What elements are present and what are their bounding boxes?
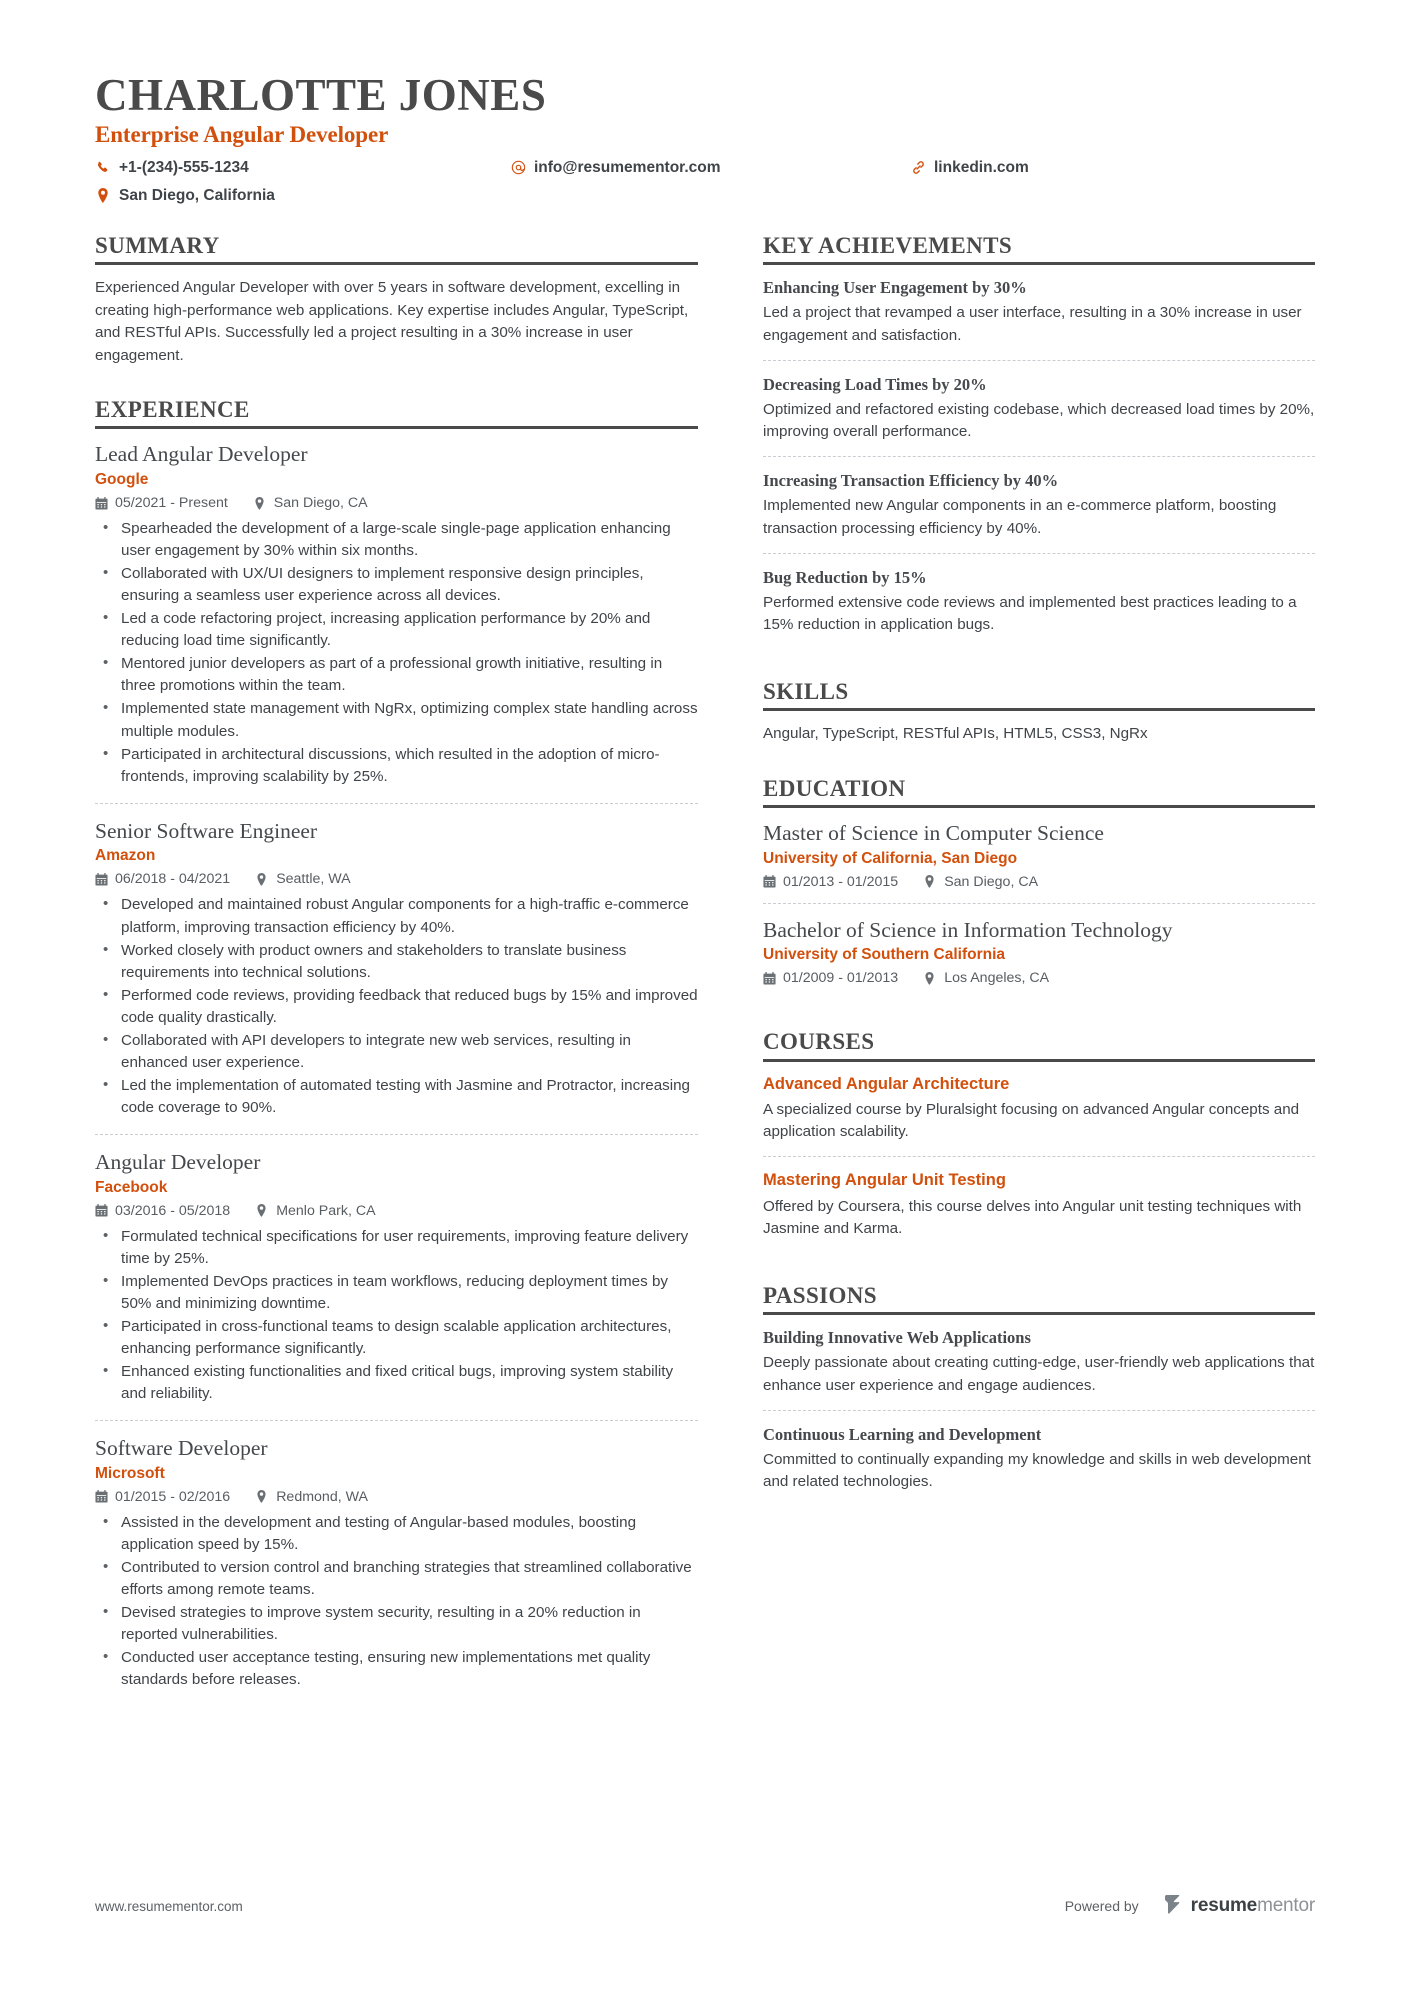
right-column xyxy=(763,233,1315,1706)
job-bullet: • Developed and maintained robust Angular components for a high-traffic e-commerce platform, improving transaction efficiency by 40%. xyxy=(95,894,698,938)
job-location-text: Menlo Park, CA xyxy=(276,1202,376,1219)
job-role: Lead Angular Developer xyxy=(95,442,308,467)
job-location xyxy=(256,871,350,887)
location-icon xyxy=(924,875,937,888)
candidate-name: CHARLOTTE JONES xyxy=(95,70,547,120)
contact-email-text: info@resumementor.com xyxy=(534,159,721,177)
job-bullet: • Mentored junior developers as part of a professional growth initiative, resulting in three promotions within the team. xyxy=(95,653,698,697)
location-icon xyxy=(254,497,267,510)
course-title: Mastering Angular Unit Testing xyxy=(763,1171,1006,1190)
course-text: A specialized course by Pluralsight focusing on advanced Angular concepts and application scalability. xyxy=(763,1101,1300,1141)
course-item xyxy=(763,1156,1315,1253)
education-location-text: Los Angeles, CA xyxy=(944,970,1050,987)
resume-header xyxy=(95,72,1315,207)
job-bullet: • Collaborated with UX/UI designers to implement responsive design principles, ensuring a seamless user experience across all devices. xyxy=(95,563,698,607)
contact-email[interactable] xyxy=(510,156,910,179)
job-bullet: • Worked closely with product owners and stakeholders to translate business requirements into technical solutions. xyxy=(95,940,698,984)
location-icon xyxy=(256,1490,269,1503)
resume-body xyxy=(95,233,1315,1706)
achievement-text: Optimized and refactored existing codebase, which decreased load times by 20%, improving overall performance. xyxy=(763,400,1315,441)
job-dates xyxy=(95,495,228,511)
course-title: Advanced Angular Architecture xyxy=(763,1074,1010,1093)
education-dates xyxy=(763,874,898,890)
achievement-title: Bug Reduction by 15% xyxy=(763,567,927,587)
passion-item xyxy=(763,1327,1315,1410)
calendar-icon xyxy=(763,972,776,985)
education-dates-text: 01/2009 - 01/2013 xyxy=(783,970,899,987)
candidate-job-title: Enterprise Angular Developer xyxy=(95,122,389,148)
job-bullet: • Conducted user acceptance testing, ensuring new implementations met quality standards before releases. xyxy=(95,1647,698,1691)
job-bullet: • Formulated technical specifications for user requirements, improving feature delivery time by 25%. xyxy=(95,1226,698,1270)
experience-entry xyxy=(95,441,698,802)
job-location xyxy=(256,1489,368,1505)
education-meta xyxy=(763,970,1315,986)
section-skills xyxy=(763,679,1315,746)
achievement-item xyxy=(763,360,1315,457)
section-key-achievements xyxy=(763,233,1315,649)
section-title-skills: SKILLS xyxy=(763,679,1315,711)
education-location xyxy=(924,970,1049,986)
job-dates-text: 01/2015 - 02/2016 xyxy=(115,1488,231,1505)
link-icon xyxy=(910,160,926,175)
job-dates xyxy=(95,1203,230,1219)
contact-info xyxy=(95,156,1315,207)
section-title-courses: COURSES xyxy=(763,1029,1315,1061)
education-entry xyxy=(763,820,1315,903)
job-meta xyxy=(95,495,698,511)
job-bullet: • Participated in cross-functional teams to design scalable application architectures, enhancing performance significantly. xyxy=(95,1316,698,1360)
job-bullet: • Led the implementation of automated testing with Jasmine and Protractor, increasing code coverage to 90%. xyxy=(95,1075,698,1119)
job-bullets xyxy=(95,518,698,787)
job-company: Facebook xyxy=(95,1178,168,1196)
education-entry xyxy=(763,903,1315,1000)
job-company: Microsoft xyxy=(95,1464,165,1482)
education-location-text: San Diego, CA xyxy=(944,873,1039,890)
job-bullet: • Collaborated with API developers to integrate new web services, resulting in enhanced user experience. xyxy=(95,1030,698,1074)
contact-location-text: San Diego, California xyxy=(119,186,275,204)
job-bullet: • Performed code reviews, providing feedback that reduced bugs by 15% and improved code quality drastically. xyxy=(95,985,698,1029)
education-dates xyxy=(763,970,898,986)
section-title-passions: PASSIONS xyxy=(763,1283,1315,1315)
job-meta xyxy=(95,871,698,887)
job-dates xyxy=(95,1489,230,1505)
achievement-text: Performed extensive code reviews and implemented best practices leading to a 15% reduction in application bugs. xyxy=(763,593,1297,634)
footer-website-url[interactable]: www.resumementor.com xyxy=(95,1898,243,1914)
experience-entry xyxy=(95,1420,698,1706)
job-bullet: • Contributed to version control and branching strategies that streamlined collaborative efforts among remote teams. xyxy=(95,1557,698,1601)
job-dates-text: 03/2016 - 05/2018 xyxy=(115,1202,231,1219)
job-bullet: • Participated in architectural discussions, which resulted in the adoption of micro-frontends, improving scalability by 25%. xyxy=(95,744,698,788)
section-summary xyxy=(95,233,698,367)
section-title-experience: EXPERIENCE xyxy=(95,397,698,429)
calendar-icon xyxy=(95,1490,108,1503)
section-courses xyxy=(763,1029,1315,1252)
achievement-title: Decreasing Load Times by 20% xyxy=(763,374,987,394)
job-dates-text: 05/2021 - Present xyxy=(115,495,228,512)
job-bullet: • Enhanced existing functionalities and fixed critical bugs, improving system stability and reliability. xyxy=(95,1361,698,1405)
passion-text: Deeply passionate about creating cutting-edge, user-friendly web applications that enhance user experience and engage audiences. xyxy=(763,1354,1315,1394)
education-degree: Master of Science in Computer Science xyxy=(763,821,1104,846)
experience-entry xyxy=(95,803,698,1134)
job-bullet: • Assisted in the development and testing of Angular-based modules, boosting application speed by 15%. xyxy=(95,1512,698,1556)
course-item xyxy=(763,1074,1315,1157)
calendar-icon xyxy=(95,873,108,886)
job-location xyxy=(256,1203,375,1219)
calendar-icon xyxy=(95,497,108,510)
location-icon xyxy=(256,1204,269,1217)
resumementor-mark-icon xyxy=(1165,1895,1184,1917)
contact-linkedin-text: linkedin.com xyxy=(934,159,1029,177)
footer-branding xyxy=(1065,1895,1315,1917)
job-bullets xyxy=(95,894,698,1118)
passion-title: Continuous Learning and Development xyxy=(763,1424,1042,1444)
education-location xyxy=(924,874,1038,890)
job-dates xyxy=(95,871,230,887)
location-icon xyxy=(95,188,111,203)
contact-location xyxy=(95,184,510,207)
page-footer xyxy=(95,1895,1315,1917)
job-bullet: • Implemented DevOps practices in team workflows, reducing deployment times by 50% and minimizing downtime. xyxy=(95,1271,698,1315)
skills-text: Angular, TypeScript, RESTful APIs, HTML5, CSS3, NgRx xyxy=(763,725,1148,743)
experience-entry xyxy=(95,1134,698,1420)
job-bullet: • Implemented state management with NgRx, optimizing complex state handling across multiple modules. xyxy=(95,698,698,742)
job-meta xyxy=(95,1489,698,1505)
location-icon xyxy=(256,873,269,886)
achievement-title: Increasing Transaction Efficiency by 40% xyxy=(763,471,1059,491)
contact-phone[interactable] xyxy=(95,156,510,179)
job-bullets xyxy=(95,1226,698,1405)
contact-phone-text: +1-(234)-555-1234 xyxy=(119,159,249,177)
calendar-icon xyxy=(95,1204,108,1217)
passion-item xyxy=(763,1410,1315,1507)
education-dates-text: 01/2013 - 01/2015 xyxy=(783,873,899,890)
job-location-text: Seattle, WA xyxy=(276,871,351,888)
education-degree: Bachelor of Science in Information Technology xyxy=(763,917,1173,942)
section-experience xyxy=(95,397,698,1706)
contact-linkedin[interactable] xyxy=(910,156,1315,179)
calendar-icon xyxy=(763,875,776,888)
job-role: Senior Software Engineer xyxy=(95,818,318,843)
passion-text: Committed to continually expanding my knowledge and skills in web development and related technologies. xyxy=(763,1450,1311,1491)
course-text: Offered by Coursera, this course delves into Angular unit testing techniques with Jasmine and Karma. xyxy=(763,1197,1302,1237)
education-school: University of California, San Diego xyxy=(763,849,1018,867)
job-location-text: San Diego, CA xyxy=(273,495,368,512)
achievement-text: Implemented new Angular components in an e-commerce platform, boosting transaction processing efficiency by 40%. xyxy=(763,497,1277,537)
achievement-text: Led a project that revamped a user interface, resulting in a 30% increase in user engagement and satisfaction. xyxy=(763,304,1302,344)
achievement-item xyxy=(763,553,1315,650)
brand-name-first: resume xyxy=(1190,1895,1258,1916)
resumementor-logo xyxy=(1165,1895,1315,1917)
job-meta xyxy=(95,1203,698,1219)
achievement-item xyxy=(763,456,1315,553)
achievement-item xyxy=(763,277,1315,360)
brand-name-second: mentor xyxy=(1257,1895,1315,1916)
section-title-summary: SUMMARY xyxy=(95,233,698,265)
left-column xyxy=(95,233,698,1706)
section-education xyxy=(763,776,1315,1000)
job-bullet: • Led a code refactoring project, increasing application performance by 20% and reducing load time significantly. xyxy=(95,608,698,652)
job-bullet: • Devised strategies to improve system security, resulting in a 20% reduction in reported vulnerabilities. xyxy=(95,1602,698,1646)
section-title-key-achievements: KEY ACHIEVEMENTS xyxy=(763,233,1315,265)
job-role: Angular Developer xyxy=(95,1149,261,1174)
job-bullets xyxy=(95,1512,698,1691)
summary-text: Experienced Angular Developer with over 5 years in software development, excelling in creating high-performance web applications. Key expertise includes Angular, TypeScript, and RESTful APIs. Successfully led a project resulting in a 30% increase in user engagement. xyxy=(95,279,689,364)
passion-title: Building Innovative Web Applications xyxy=(763,1328,1031,1348)
achievement-title: Enhancing User Engagement by 30% xyxy=(763,278,1027,298)
education-meta xyxy=(763,874,1315,890)
job-bullet: • Spearheaded the development of a large-scale single-page application enhancing user engagement by 30% within six months. xyxy=(95,518,698,562)
powered-by-label: Powered by xyxy=(1064,1898,1139,1914)
phone-icon xyxy=(95,161,111,175)
education-school: University of Southern California xyxy=(763,946,1006,964)
job-location-text: Redmond, WA xyxy=(276,1488,368,1505)
email-icon xyxy=(510,160,526,175)
job-role: Software Developer xyxy=(95,1435,268,1460)
section-passions xyxy=(763,1283,1315,1506)
job-dates-text: 06/2018 - 04/2021 xyxy=(115,871,231,888)
location-icon xyxy=(924,972,937,985)
section-title-education: EDUCATION xyxy=(763,776,1315,808)
job-company: Google xyxy=(95,471,149,489)
job-company: Amazon xyxy=(95,847,156,865)
job-location xyxy=(254,495,368,511)
